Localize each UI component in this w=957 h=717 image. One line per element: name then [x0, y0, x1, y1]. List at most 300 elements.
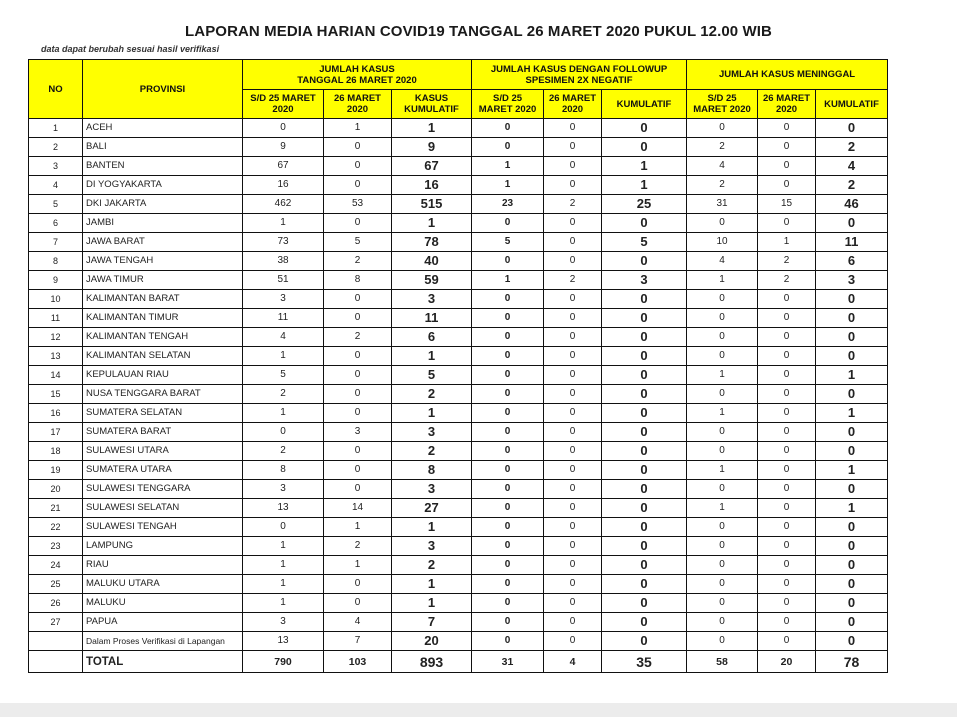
data-cell: 0	[816, 518, 888, 537]
data-cell: 20	[392, 632, 472, 651]
table-row	[29, 404, 888, 423]
data-cell: 1	[243, 347, 324, 366]
data-cell: 0	[687, 119, 758, 138]
data-cell: 0	[472, 347, 544, 366]
data-cell: 0	[758, 328, 816, 347]
data-cell: 0	[324, 138, 392, 157]
header-followup-sd25: S/D 25 MARET 2020	[472, 90, 544, 119]
data-cell: 0	[687, 518, 758, 537]
data-cell: 16	[243, 176, 324, 195]
province-name: SUMATERA SELATAN	[83, 404, 243, 423]
row-number: 3	[29, 157, 83, 176]
row-number: 20	[29, 480, 83, 499]
table-row	[29, 518, 888, 537]
data-cell: 8	[243, 461, 324, 480]
data-cell: 0	[758, 214, 816, 233]
data-cell: 3	[816, 271, 888, 290]
data-cell: 0	[324, 385, 392, 404]
data-cell: 0	[544, 366, 602, 385]
table-row	[29, 290, 888, 309]
data-cell: 0	[472, 480, 544, 499]
row-number: 16	[29, 404, 83, 423]
data-cell: 0	[544, 347, 602, 366]
data-cell: 0	[602, 290, 687, 309]
data-cell: 0	[687, 385, 758, 404]
data-cell: 5	[392, 366, 472, 385]
data-cell: 1	[816, 461, 888, 480]
header-group-meninggal: JUMLAH KASUS MENINGGAL	[687, 60, 888, 90]
data-cell: 1	[243, 556, 324, 575]
data-cell: 0	[602, 556, 687, 575]
data-cell: 0	[602, 328, 687, 347]
data-cell: 3	[243, 480, 324, 499]
table-row	[29, 195, 888, 214]
province-name: JAWA TENGAH	[83, 252, 243, 271]
data-cell: 0	[758, 480, 816, 499]
data-cell: 0	[472, 366, 544, 385]
data-cell: 16	[392, 176, 472, 195]
data-cell: 5	[472, 233, 544, 252]
data-cell: 1	[758, 233, 816, 252]
data-cell: 0	[324, 461, 392, 480]
data-cell: 1	[243, 404, 324, 423]
data-cell: 0	[472, 404, 544, 423]
data-cell: 3	[392, 290, 472, 309]
data-cell: 0	[324, 309, 392, 328]
data-cell: 0	[472, 328, 544, 347]
data-cell: 0	[243, 423, 324, 442]
data-cell: 2	[392, 442, 472, 461]
data-cell: 0	[687, 556, 758, 575]
province-name: JAWA BARAT	[83, 233, 243, 252]
data-cell: 1	[324, 518, 392, 537]
row-number: 12	[29, 328, 83, 347]
data-cell: 4	[324, 613, 392, 632]
data-cell: 3	[602, 271, 687, 290]
row-number: 19	[29, 461, 83, 480]
table-row	[29, 537, 888, 556]
data-cell: 2	[544, 195, 602, 214]
data-cell: 0	[602, 575, 687, 594]
row-number: 11	[29, 309, 83, 328]
data-cell: 67	[392, 157, 472, 176]
total-cell: 893	[392, 651, 472, 673]
table-row	[29, 347, 888, 366]
table-row	[29, 442, 888, 461]
data-cell: 0	[324, 594, 392, 613]
data-cell: 0	[544, 461, 602, 480]
data-cell: 0	[602, 366, 687, 385]
data-cell: 1	[687, 404, 758, 423]
row-number: 5	[29, 195, 83, 214]
data-cell: 0	[472, 499, 544, 518]
data-cell: 0	[243, 518, 324, 537]
data-cell: 0	[544, 233, 602, 252]
data-cell: 0	[687, 214, 758, 233]
data-cell: 3	[324, 423, 392, 442]
province-name: SULAWESI UTARA	[83, 442, 243, 461]
data-cell: 0	[602, 138, 687, 157]
data-cell: 2	[392, 385, 472, 404]
page-bottom-edge	[0, 703, 957, 717]
data-cell: 73	[243, 233, 324, 252]
data-cell: 0	[602, 518, 687, 537]
data-cell: 0	[544, 176, 602, 195]
data-cell: 462	[243, 195, 324, 214]
total-cell: 790	[243, 651, 324, 673]
data-cell: 0	[544, 537, 602, 556]
total-cell: 4	[544, 651, 602, 673]
table-row	[29, 233, 888, 252]
province-name: MALUKU	[83, 594, 243, 613]
row-number: 22	[29, 518, 83, 537]
province-name: JAWA TIMUR	[83, 271, 243, 290]
data-cell: 0	[544, 575, 602, 594]
table-row	[29, 271, 888, 290]
data-cell: 0	[816, 575, 888, 594]
data-cell: 2	[758, 271, 816, 290]
row-number: 7	[29, 233, 83, 252]
data-cell: 0	[687, 575, 758, 594]
data-cell: 0	[816, 632, 888, 651]
data-cell: 0	[472, 461, 544, 480]
data-cell: 13	[243, 632, 324, 651]
total-cell: 20	[758, 651, 816, 673]
data-cell: 0	[472, 537, 544, 556]
data-cell: 1	[472, 271, 544, 290]
data-cell: 0	[602, 442, 687, 461]
data-cell: 0	[472, 290, 544, 309]
data-cell: 1	[602, 176, 687, 195]
province-name: PAPUA	[83, 613, 243, 632]
data-cell: 9	[392, 138, 472, 157]
data-cell: 5	[243, 366, 324, 385]
table-row	[29, 119, 888, 138]
province-name: SUMATERA UTARA	[83, 461, 243, 480]
data-cell: 0	[544, 290, 602, 309]
row-number: 13	[29, 347, 83, 366]
row-number: 14	[29, 366, 83, 385]
data-cell: 0	[324, 290, 392, 309]
data-cell: 1	[816, 366, 888, 385]
data-cell: 0	[324, 366, 392, 385]
data-cell: 1	[816, 404, 888, 423]
header-kasus-kumulatif: KASUS KUMULATIF	[392, 90, 472, 119]
province-name: LAMPUNG	[83, 537, 243, 556]
province-name: KALIMANTAN BARAT	[83, 290, 243, 309]
data-cell: 3	[392, 423, 472, 442]
data-cell: 1	[243, 594, 324, 613]
data-cell: 59	[392, 271, 472, 290]
data-cell: 0	[758, 442, 816, 461]
province-name: SUMATERA BARAT	[83, 423, 243, 442]
data-cell: 0	[472, 385, 544, 404]
data-cell: 0	[472, 518, 544, 537]
province-name: RIAU	[83, 556, 243, 575]
verification-note: data dapat berubah sesuai hasil verifikasi	[41, 44, 220, 54]
data-cell: 0	[602, 613, 687, 632]
row-number: 9	[29, 271, 83, 290]
province-name: BALI	[83, 138, 243, 157]
data-cell: 0	[687, 442, 758, 461]
data-cell: 4	[687, 252, 758, 271]
data-cell: 10	[687, 233, 758, 252]
row-number: 25	[29, 575, 83, 594]
data-cell: 0	[687, 423, 758, 442]
data-cell: 0	[544, 252, 602, 271]
data-cell: 3	[243, 290, 324, 309]
data-cell: 0	[687, 537, 758, 556]
total-label: TOTAL	[83, 651, 243, 673]
data-cell: 0	[602, 119, 687, 138]
data-cell: 2	[243, 385, 324, 404]
data-cell: 0	[324, 480, 392, 499]
data-cell: 0	[758, 632, 816, 651]
header-meninggal-26: 26 MARET 2020	[758, 90, 816, 119]
data-cell: 1	[324, 119, 392, 138]
data-cell: 2	[687, 176, 758, 195]
data-cell: 0	[758, 290, 816, 309]
table-row	[29, 632, 888, 651]
data-cell: 0	[243, 119, 324, 138]
data-cell: 2	[816, 138, 888, 157]
data-cell: 0	[602, 385, 687, 404]
row-number: 24	[29, 556, 83, 575]
data-cell: 0	[544, 119, 602, 138]
covid-report-table	[28, 59, 888, 673]
data-cell: 1	[392, 347, 472, 366]
data-cell: 1	[243, 575, 324, 594]
data-cell: 0	[816, 613, 888, 632]
data-cell: 11	[816, 233, 888, 252]
data-cell: 1	[243, 214, 324, 233]
data-cell: 1	[243, 537, 324, 556]
data-cell: 13	[243, 499, 324, 518]
data-cell: 0	[544, 518, 602, 537]
table-row	[29, 499, 888, 518]
data-cell: 0	[472, 138, 544, 157]
data-cell: 0	[758, 138, 816, 157]
row-number: 17	[29, 423, 83, 442]
data-cell: 0	[544, 404, 602, 423]
data-cell: 0	[758, 556, 816, 575]
table-row	[29, 138, 888, 157]
table-row	[29, 556, 888, 575]
data-cell: 0	[816, 594, 888, 613]
header-followup-kumulatif: KUMULATIF	[602, 90, 687, 119]
data-cell: 1	[392, 518, 472, 537]
data-cell: 0	[758, 309, 816, 328]
data-cell: 0	[544, 499, 602, 518]
data-cell: 5	[602, 233, 687, 252]
data-cell: 0	[472, 556, 544, 575]
total-row-number	[29, 651, 83, 673]
data-cell: 4	[687, 157, 758, 176]
province-name: BANTEN	[83, 157, 243, 176]
data-cell: 0	[816, 423, 888, 442]
row-number: 6	[29, 214, 83, 233]
data-cell: 0	[544, 138, 602, 157]
table-row	[29, 214, 888, 233]
data-cell: 8	[392, 461, 472, 480]
province-name: SULAWESI TENGAH	[83, 518, 243, 537]
row-number: 15	[29, 385, 83, 404]
data-cell: 0	[687, 347, 758, 366]
data-cell: 515	[392, 195, 472, 214]
data-cell: 0	[544, 480, 602, 499]
data-cell: 0	[602, 537, 687, 556]
province-name: KALIMANTAN SELATAN	[83, 347, 243, 366]
data-cell: 3	[392, 480, 472, 499]
table-row	[29, 423, 888, 442]
data-cell: 11	[392, 309, 472, 328]
data-cell: 1	[392, 575, 472, 594]
data-cell: 0	[602, 499, 687, 518]
row-number: 27	[29, 613, 83, 632]
data-cell: 0	[602, 309, 687, 328]
data-cell: 0	[758, 518, 816, 537]
data-cell: 1	[392, 404, 472, 423]
data-cell: 0	[602, 594, 687, 613]
data-cell: 53	[324, 195, 392, 214]
province-name: JAMBI	[83, 214, 243, 233]
row-number: 10	[29, 290, 83, 309]
data-cell: 40	[392, 252, 472, 271]
data-cell: 2	[324, 328, 392, 347]
table-row	[29, 613, 888, 632]
data-cell: 0	[687, 632, 758, 651]
data-cell: 15	[758, 195, 816, 214]
data-cell: 1	[687, 499, 758, 518]
row-number: 21	[29, 499, 83, 518]
data-cell: 51	[243, 271, 324, 290]
data-cell: 0	[544, 423, 602, 442]
data-cell: 4	[816, 157, 888, 176]
report-title: LAPORAN MEDIA HARIAN COVID19 TANGGAL 26 MARET 2020 PUKUL 12.00 WIB	[185, 23, 772, 40]
data-cell: 0	[544, 613, 602, 632]
data-cell: 0	[816, 537, 888, 556]
data-cell: 0	[544, 328, 602, 347]
data-cell: 1	[816, 499, 888, 518]
data-cell: 0	[758, 404, 816, 423]
total-cell: 35	[602, 651, 687, 673]
data-cell: 0	[602, 461, 687, 480]
data-cell: 0	[816, 290, 888, 309]
total-row	[29, 651, 888, 673]
table-row	[29, 252, 888, 271]
data-cell: 2	[758, 252, 816, 271]
province-name: NUSA TENGGARA BARAT	[83, 385, 243, 404]
data-cell: 38	[243, 252, 324, 271]
data-cell: 2	[816, 176, 888, 195]
data-cell: 0	[758, 575, 816, 594]
total-cell: 31	[472, 651, 544, 673]
province-name: DI YOGYAKARTA	[83, 176, 243, 195]
data-cell: 0	[324, 575, 392, 594]
data-cell: 0	[758, 499, 816, 518]
data-cell: 0	[602, 404, 687, 423]
province-name: SULAWESI SELATAN	[83, 499, 243, 518]
data-cell: 0	[816, 480, 888, 499]
data-cell: 0	[758, 176, 816, 195]
data-cell: 0	[758, 157, 816, 176]
province-name: KALIMANTAN TIMUR	[83, 309, 243, 328]
data-cell: 0	[544, 385, 602, 404]
data-cell: 0	[816, 442, 888, 461]
data-cell: 25	[602, 195, 687, 214]
data-cell: 1	[602, 157, 687, 176]
data-cell: 0	[472, 214, 544, 233]
data-cell: 1	[687, 461, 758, 480]
data-cell: 0	[324, 214, 392, 233]
data-cell: 1	[687, 271, 758, 290]
data-cell: 14	[324, 499, 392, 518]
data-cell: 0	[472, 252, 544, 271]
data-cell: 78	[392, 233, 472, 252]
data-cell: 0	[472, 594, 544, 613]
table-row	[29, 366, 888, 385]
data-cell: 2	[324, 252, 392, 271]
table-row	[29, 176, 888, 195]
data-cell: 0	[758, 347, 816, 366]
data-cell: 0	[816, 556, 888, 575]
data-cell: 3	[392, 537, 472, 556]
data-cell: 0	[472, 613, 544, 632]
data-cell: 0	[544, 214, 602, 233]
province-name: DKI JAKARTA	[83, 195, 243, 214]
data-cell: 8	[324, 271, 392, 290]
data-cell: 0	[758, 423, 816, 442]
data-cell: 0	[324, 442, 392, 461]
data-cell: 0	[758, 537, 816, 556]
data-cell: 2	[392, 556, 472, 575]
data-cell: 46	[816, 195, 888, 214]
data-cell: 6	[392, 328, 472, 347]
data-cell: 0	[758, 613, 816, 632]
data-cell: 0	[687, 594, 758, 613]
data-cell: 0	[602, 347, 687, 366]
data-cell: 0	[758, 119, 816, 138]
data-cell: 5	[324, 233, 392, 252]
table-row	[29, 575, 888, 594]
data-cell: 1	[472, 176, 544, 195]
row-number: 23	[29, 537, 83, 556]
header-kasus-26: 26 MARET 2020	[324, 90, 392, 119]
header-group-followup: JUMLAH KASUS DENGAN FOLLOWUP SPESIMEN 2X NEGATIF	[472, 60, 687, 90]
data-cell: 0	[758, 461, 816, 480]
data-cell: 2	[324, 537, 392, 556]
data-cell: 0	[324, 157, 392, 176]
table-row	[29, 309, 888, 328]
row-number: 4	[29, 176, 83, 195]
row-number: 2	[29, 138, 83, 157]
data-cell: 0	[544, 556, 602, 575]
data-cell: 0	[602, 214, 687, 233]
header-meninggal-kumulatif: KUMULATIF	[816, 90, 888, 119]
province-name: SULAWESI TENGGARA	[83, 480, 243, 499]
province-name: Dalam Proses Verifikasi di Lapangan	[83, 632, 243, 651]
data-cell: 0	[816, 119, 888, 138]
data-cell: 0	[687, 613, 758, 632]
data-cell: 0	[602, 252, 687, 271]
data-cell: 2	[243, 442, 324, 461]
data-cell: 23	[472, 195, 544, 214]
row-number: 18	[29, 442, 83, 461]
data-cell: 4	[243, 328, 324, 347]
data-cell: 1	[392, 214, 472, 233]
province-name: KALIMANTAN TENGAH	[83, 328, 243, 347]
data-cell: 0	[602, 423, 687, 442]
